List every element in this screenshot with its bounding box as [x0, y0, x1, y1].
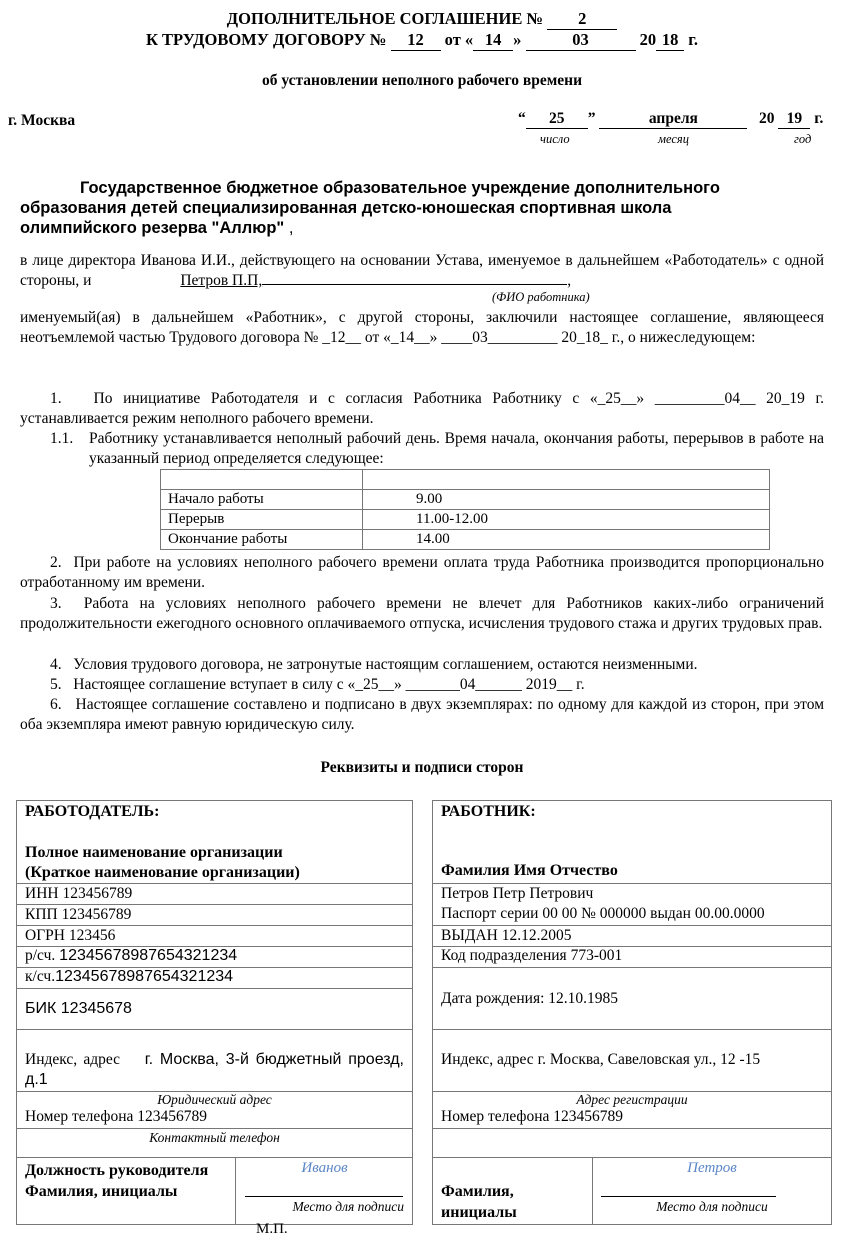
month-caption: месяц — [658, 132, 689, 146]
clause-text: Настоящее соглашение составлено и подписано в двух экземплярах: по одному для каждой из сторон, при этом оба экземпляра имеют равную юридическую силу. — [20, 696, 824, 733]
clause-5 — [20, 675, 824, 695]
employee-phone: Номер телефона 123456789 — [441, 1108, 624, 1125]
employer-phone: Номер телефона 123456789 — [25, 1108, 208, 1125]
employee-signature[interactable]: Петров — [687, 1160, 737, 1176]
title-prefix: ДОПОЛНИТЕЛЬНОЕ СОГЛАШЕНИЕ № — [226, 9, 544, 28]
employer-signature[interactable]: Иванов — [301, 1160, 348, 1176]
employer-ogrn: ОГРН 123456 — [25, 927, 116, 944]
employer-organization: Государственное бюджетное образовательное учреждение дополнительного образования детей специализированная детско-юношеская спортивная школа олимпийского резерва "Аллюр" , — [20, 179, 720, 237]
employee-dept-code: Код подразделения 773-001 — [441, 947, 623, 964]
date-year-prefix: 20 — [759, 110, 775, 127]
clause-text: Работнику устанавливается неполный рабочий день. Время начала, окончания работы, перерывов в работе на указанный период определяется следующее: — [89, 430, 824, 467]
clause-num: 5. — [50, 676, 62, 693]
agreement-subtitle: об установлении неполного рабочего времени — [261, 72, 583, 89]
schedule-value: 11.00-12.00 — [363, 510, 770, 530]
document-date: “ 25 ” апреля 20 19 г. — [518, 110, 824, 127]
from-label: от — [444, 30, 461, 49]
clause-6 — [20, 695, 824, 735]
year-caption: год — [794, 132, 812, 146]
clause-num: 1. — [50, 390, 62, 407]
work-schedule-table — [160, 469, 770, 550]
employer-signatory-label: Должность руководителя Фамилия, инициалы — [25, 1162, 209, 1200]
requisites-title: Реквизиты и подписи сторон — [320, 759, 524, 776]
agreement-title — [0, 8, 844, 30]
date-day: 25 — [526, 110, 588, 129]
employer-name-labels — [25, 843, 300, 883]
employee-heading: РАБОТНИК: — [441, 803, 536, 820]
employee-birth-date: Дата рождения: 12.10.1985 — [441, 990, 619, 1007]
intro-text-1: в лице директора Иванова И.И., действующего на основании Устава, именуемое в дальнейшем «Работодатель» с одной стороны, и — [20, 252, 824, 289]
employer-address — [25, 1050, 404, 1090]
clause-text: По инициативе Работодателя и с согласия Работника Работнику с «_25__» _________04__ 20_19 г. устанавливается режим неполного рабочего времени. — [20, 390, 824, 427]
table-header-cell — [363, 470, 770, 490]
agreement-number: 2 — [547, 8, 617, 30]
contract-year: 18 — [656, 29, 684, 51]
clause-num: 1.1. — [50, 430, 74, 447]
clause-num: 3. — [50, 595, 62, 612]
employer-org-name: Государственное бюджетное образовательное учреждение дополнительного образования детей специализированная детско-юношеская спортивная школа олимпийского резерва "Аллюр" — [20, 179, 720, 237]
employee-passport: Паспорт серии 00 00 № 000000 выдан 00.00.0000 — [441, 905, 765, 922]
schedule-label: Окончание работы — [161, 530, 363, 550]
table-row — [161, 490, 770, 510]
employee-requisites — [432, 800, 832, 1225]
address-label: Индекс, адрес — [25, 1051, 121, 1068]
date-year: 19 — [778, 110, 810, 129]
ks-label: к/сч. — [25, 968, 56, 985]
table-row — [161, 510, 770, 530]
intro-paragraph: в лице директора Иванова И.И., действующего на основании Устава, именуемое в дальнейшем «Работодатель» с одной стороны, и Петров П.П, , — [20, 252, 824, 289]
clause-3 — [20, 594, 824, 634]
city: г. Москва — [8, 112, 76, 129]
clause-num: 4. — [50, 656, 62, 673]
table-header-cell — [161, 470, 363, 490]
employee-signature-caption: Место для подписи — [656, 1199, 768, 1214]
employee-signatory-label: Фамилия, инициалы — [441, 1183, 517, 1221]
employer-signature-caption: Место для подписи — [292, 1199, 404, 1214]
clause-text: Настоящее соглашение вступает в силу с «_25__» _______04______ 2019__ г. — [73, 676, 585, 693]
full-name-label: Полное наименование организации — [25, 844, 283, 861]
clause-4 — [20, 655, 824, 675]
employee-name: Петров П.П, — [180, 272, 263, 289]
employee-passport-issued: ВЫДАН 12.12.2005 — [441, 927, 572, 944]
schedule-value: 9.00 — [363, 490, 770, 510]
stamp-placeholder: М.П. — [256, 1221, 288, 1237]
date-month: апреля — [599, 110, 747, 129]
contact-phone-caption: Контактный телефон — [149, 1130, 280, 1145]
ks-value: 12345678987654321234 — [55, 968, 234, 985]
clause-text: При работе на условиях неполного рабочего времени оплата труда Работника производится пропорционально отработанному им времени. — [20, 554, 824, 591]
rs-label: р/сч. — [25, 947, 56, 964]
table-header-row — [161, 470, 770, 490]
clause-2 — [20, 553, 824, 593]
clause-num: 2. — [50, 554, 62, 571]
employer-bik: БИК 12345678 — [25, 1000, 132, 1017]
employee-name-label: Фамилия Имя Отчество — [441, 862, 618, 879]
clause-1-1 — [50, 429, 824, 469]
intro-text-2: именуемый(ая) в дальнейшем «Работник», с другой стороны, заключили настоящее соглашение, являющееся неотъемлемой частью Трудового договора № _12__ от «_14__» ____03_________ 20_18_ г., о нижеследующем: — [20, 309, 824, 346]
contract-number: 12 — [391, 29, 441, 51]
employer-requisites — [16, 800, 413, 1225]
table-row — [161, 530, 770, 550]
date-year-suffix: г. — [814, 110, 824, 127]
employer-kpp: КПП 123456789 — [25, 906, 132, 923]
day-caption: число — [540, 132, 570, 146]
employee-full-name: Петров Петр Петрович — [441, 885, 594, 902]
registration-address-caption: Адрес регистрации — [576, 1092, 688, 1107]
employer-heading: РАБОТОДАТЕЛЬ: — [25, 803, 160, 820]
employee-address: Индекс, адрес г. Москва, Савеловская ул., 12 -15 — [441, 1051, 761, 1068]
clause-text: Работа на условиях неполного рабочего времени не влечет для Работников каких-либо ограничений продолжительности ежегодного основного оплачиваемого отпуска, исчисления трудового стажа и других трудовых прав. — [20, 595, 825, 632]
year-suffix: г. — [688, 30, 699, 49]
contract-month: 03 — [526, 29, 636, 51]
employer-ks — [25, 968, 233, 986]
contract-prefix: К ТРУДОВОМУ ДОГОВОРУ № — [145, 30, 387, 49]
clause-1 — [20, 389, 824, 429]
legal-address-caption: Юридический адрес — [157, 1092, 272, 1107]
contract-reference: К ТРУДОВОМУ ДОГОВОРУ № 12 от « 14 » 03 20 18 г. — [145, 30, 699, 49]
employer-inn: ИНН 123456789 — [25, 885, 133, 902]
rs-value: 12345678987654321234 — [59, 947, 238, 964]
short-name-label: (Краткое наименование организации) — [25, 864, 300, 881]
employee-signature-line — [601, 1196, 776, 1197]
schedule-value: 14.00 — [363, 530, 770, 550]
employee-name-caption: (ФИО работника) — [492, 290, 590, 304]
employer-signature-line — [245, 1196, 403, 1197]
schedule-label: Перерыв — [161, 510, 363, 530]
address-value: г. Москва, 3-й бюджетный проезд, д.1 — [25, 1051, 405, 1088]
employer-rs — [25, 947, 237, 965]
clause-num: 6. — [50, 696, 62, 713]
schedule-label: Начало работы — [161, 490, 363, 510]
contract-year-prefix: 20 — [639, 30, 657, 49]
contract-day: 14 — [473, 29, 513, 51]
clause-text: Условия трудового договора, не затронутые настоящим соглашением, остаются неизменными. — [73, 656, 698, 673]
